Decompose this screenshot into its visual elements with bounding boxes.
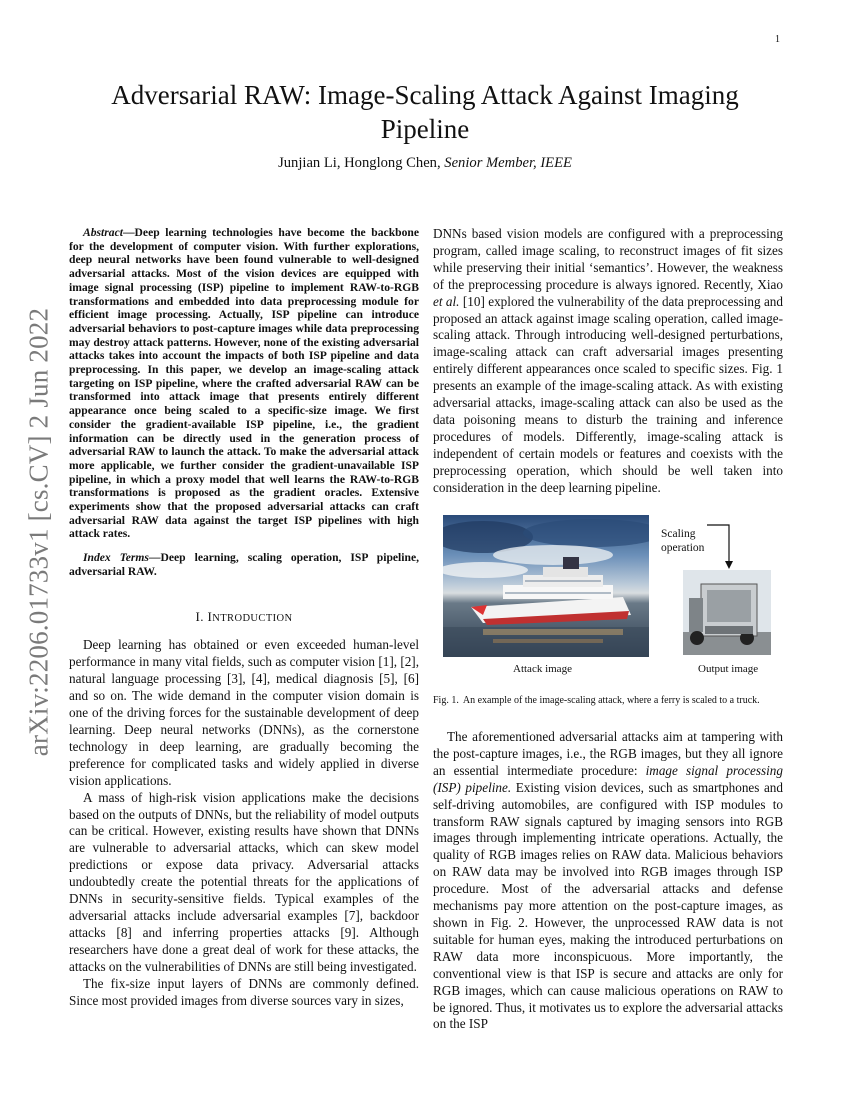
intro-paragraph-continued <box>433 226 783 497</box>
paragraph-text: [10] explored the vulnerability of the data preprocessing and proposed an attack against image scaling operation, called image-scaling attack. Through introducing well-designed perturbations, image-scaling attack can craft adversarial images presenting entirely different appearances once scaled to specific sizes. Fig. 1 presents an example of the image-scaling attack. As with existing adversarial attacks, image-scaling attack can also be used as the data poisoning means to disturb the training and inference procedures of models. Differently, image-scaling attack is independent of certain models or features and coexists with the preprocessing operation, which should be well taken into consideration in the deep learning pipeline. <box>433 293 783 495</box>
figure-caption-label: Fig. 1. <box>433 694 459 706</box>
section-name: NTRODUCTION <box>212 612 293 624</box>
scaling-label-line: Scaling <box>661 527 696 540</box>
index-terms-label: Index Terms <box>83 551 149 565</box>
intro-paragraph: Deep learning has obtained or even exceeded human-level performance in many vital fields, such as computer vision [1], [2], natural language processing [3], [4], medical diagnosis [5], [6] and so on. The wide demand in the computer vision domain is one of the driving forces for the sustainable development of deep learning. Deep neural networks (DNNs), as the cornerstone technology in deep learning, are gradually becoming the preference for complicated tasks and widely applied in diverse vision applications. <box>69 637 419 788</box>
index-terms <box>69 551 419 578</box>
figure-1 <box>433 515 783 693</box>
isp-paragraph <box>433 729 783 1033</box>
figure-1-caption <box>433 695 783 708</box>
intro-paragraph: The fix-size input layers of DNNs are commonly defined. Since most provided images from diverse sources vary in sizes, <box>69 975 419 1008</box>
right-column <box>433 226 783 1033</box>
paragraph-text: Existing vision devices, such as smartphones and self-driving automobiles, are configured with ISP modules to transform RAW signals captured by imaging sensors into RGB images through implementing intricate operations. Actually, the quality of RGB images relies on RAW data. Malicious behaviors on RAW data may be involved into RGB images through ISP procedure. Most of the adversarial attacks and defense mechanisms pay more attention on the post-capture images, as shown in Fig. 2. However, the unprocessed RAW data is not suitable for human eyes, making the introduced perturbations on RAW data more inconspicuous. More importantly, the conventional view is that ISP is secure and attacks are only for RGB images, which can cause malicious operations on RAW to be ignored. Thus, it motivates us to explore the adversarial attacks on the ISP <box>433 779 783 1032</box>
abstract <box>69 226 419 541</box>
author-role: Senior Member, IEEE <box>444 155 572 171</box>
section-numeral: I. I <box>195 608 213 624</box>
abstract-label: Abstract <box>83 226 123 239</box>
index-terms-text: —Deep learning, scaling operation, ISP pipeline, adversarial RAW. <box>69 551 419 578</box>
output-image-truck <box>683 570 771 655</box>
arxiv-identifier-stamp: arXiv:2206.01733v1 [cs.CV] 2 Jun 2022 <box>23 307 54 757</box>
section-heading-introduction <box>69 609 419 628</box>
page-number: 1 <box>775 34 780 45</box>
author-names: Junjian Li, Honglong Chen, <box>278 155 445 171</box>
et-al: et al. <box>433 293 460 309</box>
scaling-label-line: operation <box>661 541 705 554</box>
paper-title: Adversarial RAW: Image-Scaling Attack Against Imaging Pipeline <box>111 80 739 144</box>
figure-caption-text: An example of the image-scaling attack, where a ferry is scaled to a truck. <box>462 694 760 706</box>
italic-phrase: image signal processing (ISP) pipeline. <box>433 762 783 795</box>
paragraph-text: The aforementioned adversarial attacks aim at tampering with the post-capture images, i.e., the RGB images, but they all ignore an essential intermediate procedure: <box>433 729 783 778</box>
author-line <box>70 155 780 172</box>
abstract-text: —Deep learning technologies have become the backbone for the development of computer vision. With further explorations, deep neural networks have been found vulnerable to well-designed adversarial attacks. Most of the vision devices are equipped with image signal processing (ISP) pipeline to implement RAW-to-RGB transformations and embedded into data preprocessing module for efficient image processing. Actually, ISP pipeline can introduce adversarial behaviors to post-capture images while data preprocessing may destroy attack patterns. However, none of the existing adversarial attacks takes into account the impacts of both ISP pipeline and data preprocessing. In this paper, we develop an image-scaling attack targeting on ISP pipeline, where the crafted adversarial RAW can be transformed into attack image that presents entirely different appearance once being scaled to a specific-size image. We first consider the gradient-available ISP pipeline, i.e., the gradient information can be directly used in the generation process of adversarial RAW to launch the attack. To make the adversarial attack more applicable, we further consider the gradient-unavailable ISP pipeline, in which a proxy model that well learns the RAW-to-RGB transformations is proposed as the gradient oracles. Extensive experiments show that the proposed adversarial attacks can craft adversarial RAW data against the target ISP pipelines with high attack rates. <box>69 226 419 541</box>
intro-paragraph: A mass of high-risk vision applications make the decisions based on the outputs of DNNs, but the reliability of model outputs can be critical. However, existing results have shown that DNNs are vulnerable to adversarial attacks, which can skew model predictions or expose data privacy. Adversarial attacks undoubtedly create the potential threats for the applications of DNNs in security-sensitive fields. Typical examples of the adversarial attacks include adversarial examples [7], backdoor attacks [8] and inferring properties attacks [9]. Although researchers have done a great deal of work for these attacks, the attacks on the vulnerabilities of DNNs are still being investigated. <box>69 789 419 974</box>
left-column <box>69 226 419 1009</box>
attack-image-caption: Attack image <box>513 662 572 675</box>
output-image-caption: Output image <box>698 662 759 675</box>
paragraph-text: DNNs based vision models are configured with a preprocessing program, called image scaling, to reconstruct images of fit sizes while preserving their initial ‘semantics’. However, the weakness of the preprocessing procedure is always ignored. Recently, Xiao <box>433 226 783 292</box>
